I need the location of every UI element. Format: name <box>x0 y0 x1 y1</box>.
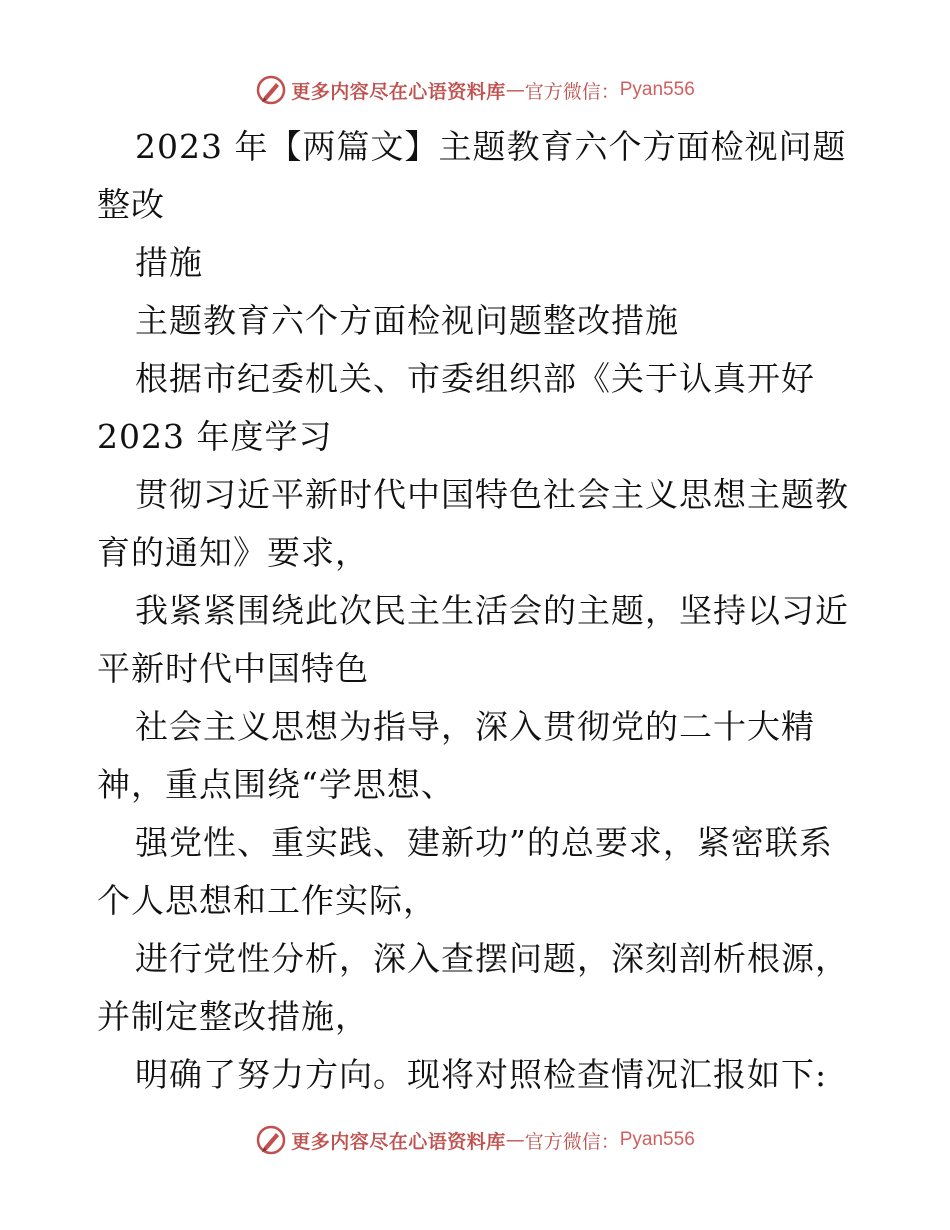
banner-separator: — <box>505 1129 525 1151</box>
banner-wechat-id: Pyan556 <box>619 1129 695 1150</box>
document-line: 2023 年度学习 <box>97 417 333 456</box>
banner-wechat-id: Pyan556 <box>619 79 695 100</box>
document-line: 我紧紧围绕此次民主生活会的主题，坚持以习近 <box>135 591 849 630</box>
pen-logo-icon <box>255 1124 287 1156</box>
document-line: 主题教育六个方面检视问题整改措施 <box>135 301 679 340</box>
document-line: 并制定整改措施， <box>97 997 369 1036</box>
banner-site-text: 更多内容尽在心语资料库 <box>291 80 506 103</box>
banner-separator: — <box>505 79 525 101</box>
header-watermark-banner <box>0 70 950 110</box>
pen-logo-icon <box>255 74 287 106</box>
banner-site-text: 更多内容尽在心语资料库 <box>291 1130 506 1153</box>
document-line: 社会主义思想为指导，深入贯彻党的二十大精 <box>135 707 815 746</box>
document-line: 平新时代中国特色 <box>97 649 369 688</box>
document-line: 个人思想和工作实际， <box>97 881 437 920</box>
document-line: 措施 <box>135 243 203 282</box>
document-line: 根据市纪委机关、市委组织部《关于认真开好 <box>135 359 815 398</box>
document-line: 神，重点围绕“学思想、 <box>97 765 455 804</box>
footer-watermark-banner <box>0 1120 950 1160</box>
banner-wechat-label: 官方微信： <box>524 1130 620 1153</box>
document-line: 2023 年【两篇文】主题教育六个方面检视问题 <box>135 127 847 166</box>
document-line: 整改 <box>97 185 165 224</box>
document-line: 育的通知》要求， <box>97 533 369 572</box>
document-line: 贯彻习近平新时代中国特色社会主义思想主题教 <box>135 475 849 514</box>
document-line: 进行党性分析，深入查摆问题，深刻剖析根源， <box>135 939 849 978</box>
document-line: 强党性、重实践、建新功”的总要求，紧密联系 <box>135 823 833 862</box>
document-line: 明确了努力方向。现将对照检查情况汇报如下: <box>135 1055 828 1094</box>
banner-wechat-label: 官方微信： <box>524 80 620 103</box>
document-body <box>97 118 857 1104</box>
